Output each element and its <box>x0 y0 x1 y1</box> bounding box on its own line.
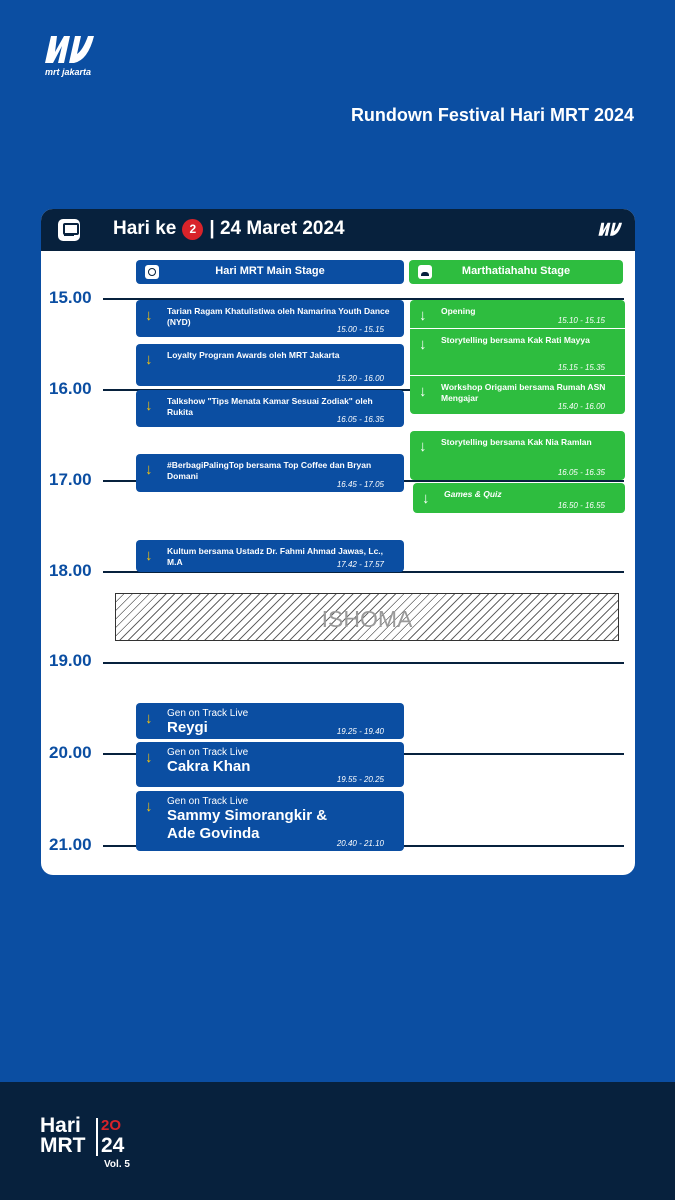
down-arrow-icon: ↓ <box>145 397 153 414</box>
ishoma-label: ISHOMA <box>321 606 413 632</box>
event-title: Kultum bersama Ustadz Dr. Fahmi Ahmad Jawas, Lc., M.A <box>167 546 384 567</box>
event-title: Storytelling bersama Kak Nia Ramlan <box>441 437 592 447</box>
day-prefix: Hari ke <box>113 218 177 239</box>
footer-divider <box>96 1118 98 1156</box>
mrt-logo <box>42 32 98 77</box>
event-title: Loyalty Program Awards oleh MRT Jakarta <box>167 350 340 360</box>
footer <box>0 1082 675 1200</box>
event-time: 15.00 - 15.15 <box>336 325 384 334</box>
event-subtitle: Gen on Track Live <box>167 747 249 758</box>
page-title: Rundown Festival Hari MRT 2024 <box>350 105 634 125</box>
ishoma-break <box>115 593 619 641</box>
event-title: Games & Quiz <box>444 489 502 499</box>
time-label: 16.00 <box>49 379 92 398</box>
marth-event[interactable] <box>410 431 625 480</box>
time-line <box>103 662 624 664</box>
time-label: 19.00 <box>49 651 92 670</box>
event-time: 17.42 - 17.57 <box>336 560 384 569</box>
main-event[interactable] <box>136 300 404 337</box>
event-title: Storytelling bersama Kak Rati Mayya <box>441 335 590 345</box>
footer-year-bottom: 24 <box>101 1134 125 1157</box>
marth-event[interactable] <box>410 300 625 328</box>
stage-label-main: Hari MRT Main Stage <box>215 265 325 277</box>
down-arrow-icon: ↓ <box>422 490 430 507</box>
down-arrow-icon: ↓ <box>145 307 153 324</box>
event-title: Workshop Origami bersama Rumah ASN Mengajar <box>441 382 606 403</box>
event-subtitle: Gen on Track Live <box>167 796 249 807</box>
logo-text: mrt jakarta <box>45 67 92 77</box>
event-time: 15.40 - 16.00 <box>557 402 605 411</box>
down-arrow-icon: ↓ <box>419 438 427 455</box>
event-time: 19.55 - 20.25 <box>336 775 384 784</box>
main-event[interactable] <box>136 390 404 427</box>
event-time: 15.20 - 16.00 <box>336 374 384 383</box>
footer-vol: Vol. 5 <box>104 1159 130 1170</box>
event-title: Tarian Ragam Khatulistiwa oleh Namarina Youth Dance (NYD) <box>167 306 390 327</box>
event-time: 16.50 - 16.55 <box>557 501 605 510</box>
schedule-card <box>41 209 635 875</box>
time-label: 20.00 <box>49 743 92 762</box>
performer-name: Sammy Simorangkir & Ade Govinda <box>167 807 328 842</box>
time-label: 15.00 <box>49 288 92 307</box>
event-title: Talkshow "Tips Menata Kamar Sesuai Zodiak" oleh Rukita <box>167 396 373 417</box>
footer-hari: Hari <box>40 1114 81 1137</box>
train-icon <box>58 219 80 241</box>
main-event[interactable] <box>136 454 404 492</box>
down-arrow-icon: ↓ <box>145 749 153 766</box>
down-arrow-icon: ↓ <box>419 383 427 400</box>
music-event[interactable] <box>136 742 404 787</box>
down-arrow-icon: ↓ <box>145 798 153 815</box>
day-title <box>113 218 345 240</box>
down-arrow-icon: ↓ <box>145 461 153 478</box>
event-time: 16.45 - 17.05 <box>336 480 384 489</box>
marth-event[interactable] <box>413 483 625 513</box>
event-title: Opening <box>441 306 476 316</box>
stage-label-marthatiahahu: Marthatiahahu Stage <box>461 265 571 277</box>
event-time: 16.05 - 16.35 <box>557 468 605 477</box>
event-time: 15.15 - 15.35 <box>557 363 605 372</box>
marth-event[interactable] <box>410 329 625 375</box>
event-title: #BerbagiPalingTop bersama Top Coffee dan Bryan Domani <box>167 460 372 481</box>
performer-name: Cakra Khan <box>167 758 251 775</box>
date-text: | 24 Maret 2024 <box>209 218 345 239</box>
stage-header-marthatiahahu <box>409 260 623 284</box>
footer-mrt: MRT <box>40 1134 86 1157</box>
down-arrow-icon: ↓ <box>419 307 427 324</box>
footer-year-top: 2O <box>101 1117 122 1134</box>
stage-header-main <box>136 260 404 284</box>
music-event[interactable] <box>136 791 404 851</box>
marth-event[interactable] <box>410 376 625 414</box>
event-time: 20.40 - 21.10 <box>336 839 384 848</box>
event-time: 15.10 - 15.15 <box>557 316 605 325</box>
card-header <box>41 209 635 251</box>
event-time: 16.05 - 16.35 <box>336 415 384 424</box>
time-label: 21.00 <box>49 835 92 854</box>
mrt-logo-icon <box>42 32 96 66</box>
day-number-badge: 2 <box>182 219 203 240</box>
down-arrow-icon: ↓ <box>419 336 427 353</box>
time-label: 18.00 <box>49 561 92 580</box>
music-event[interactable] <box>136 703 404 739</box>
down-arrow-icon: ↓ <box>145 351 153 368</box>
down-arrow-icon: ↓ <box>145 547 153 564</box>
event-subtitle: Gen on Track Live <box>167 708 249 719</box>
main-event[interactable] <box>136 540 404 572</box>
main-event[interactable] <box>136 344 404 386</box>
performer-name: Reygi <box>167 719 208 736</box>
mrt-logo-icon <box>597 220 623 243</box>
time-label: 17.00 <box>49 470 92 489</box>
event-time: 19.25 - 19.40 <box>336 727 384 736</box>
down-arrow-icon: ↓ <box>145 710 153 727</box>
